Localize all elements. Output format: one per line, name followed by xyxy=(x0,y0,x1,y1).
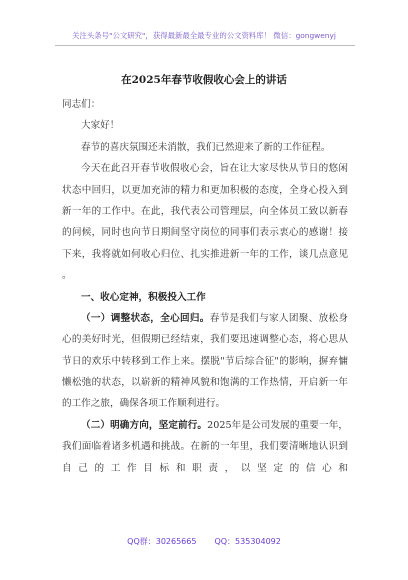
text-line: （二）明确方向，坚定前行。2025年是公司发展的重要一年， xyxy=(81,419,348,431)
greeting: 大家好！ xyxy=(81,120,120,132)
text-line: 懒松弛的状态，以崭新的精神风貌和饱满的工作热情，开启新一年 xyxy=(62,377,348,389)
text-line: 自己的工作目标和职责，以坚定的信心和 xyxy=(62,462,348,474)
header-divider xyxy=(55,45,355,46)
footer-qq: QQ：535304092 xyxy=(214,537,281,546)
text-line: 一、收心定神，积极投入工作 xyxy=(81,291,206,303)
footer-qq-group: QQ群：30265665 xyxy=(127,537,197,546)
text-line: 的工作之旅，确保各项工作顺利进行。 xyxy=(62,398,226,410)
text-line: 我们面临着诸多机遇和挑战。在新的一年里，我们要清晰地认识到 xyxy=(62,441,348,453)
document-title: 在2025年春节收假收心会上的讲话 xyxy=(121,74,287,86)
subsection-2 xyxy=(62,415,348,479)
text-line: （一）调整状态，全心回归。春节是我们与家人团聚、放松身 xyxy=(81,312,348,324)
section-heading-1 xyxy=(62,287,348,308)
text-line: 心的美好时光，但假期已经结束，我们要迅速调整心态，将心思从 xyxy=(62,334,348,346)
document-body xyxy=(62,94,348,479)
text-line: 今天在此召开春节收假收心会，旨在让大家尽快从节日的悠闲 xyxy=(81,163,348,175)
text-line: 。 xyxy=(62,270,72,282)
text-line: 状态中回归，以更加充沛的精力和更加积极的态度，全身心投入到 xyxy=(62,184,348,196)
text-line: 春节的喜庆氛围还未消散，我们已然迎来了新的工作征程。 xyxy=(81,141,331,153)
text-line: 下来，我将就如何收心归位、扎实推进新一年的工作，谈几点意见 xyxy=(62,248,348,260)
header-note: 关注头条号"公文研究"，获得最新最全最专业的公文资料库！ 微信：gongwenyj xyxy=(72,31,336,40)
salutation: 同志们： xyxy=(62,99,101,110)
subsection-1 xyxy=(62,308,348,415)
text-line: 的问候，同时也向节日期间坚守岗位的同事们表示衷心的感谢！接 xyxy=(62,227,348,239)
footer-contact xyxy=(0,536,408,547)
text-line: 新一年的工作中。在此，我代表公司管理层，向全体员工致以新春 xyxy=(62,205,348,217)
paragraph-1 xyxy=(62,137,348,158)
paragraph-2 xyxy=(62,158,348,286)
text-line: 节日的欢乐中转移到工作上来。摆脱"节后综合征"的影响，摒弃慵 xyxy=(62,355,348,367)
